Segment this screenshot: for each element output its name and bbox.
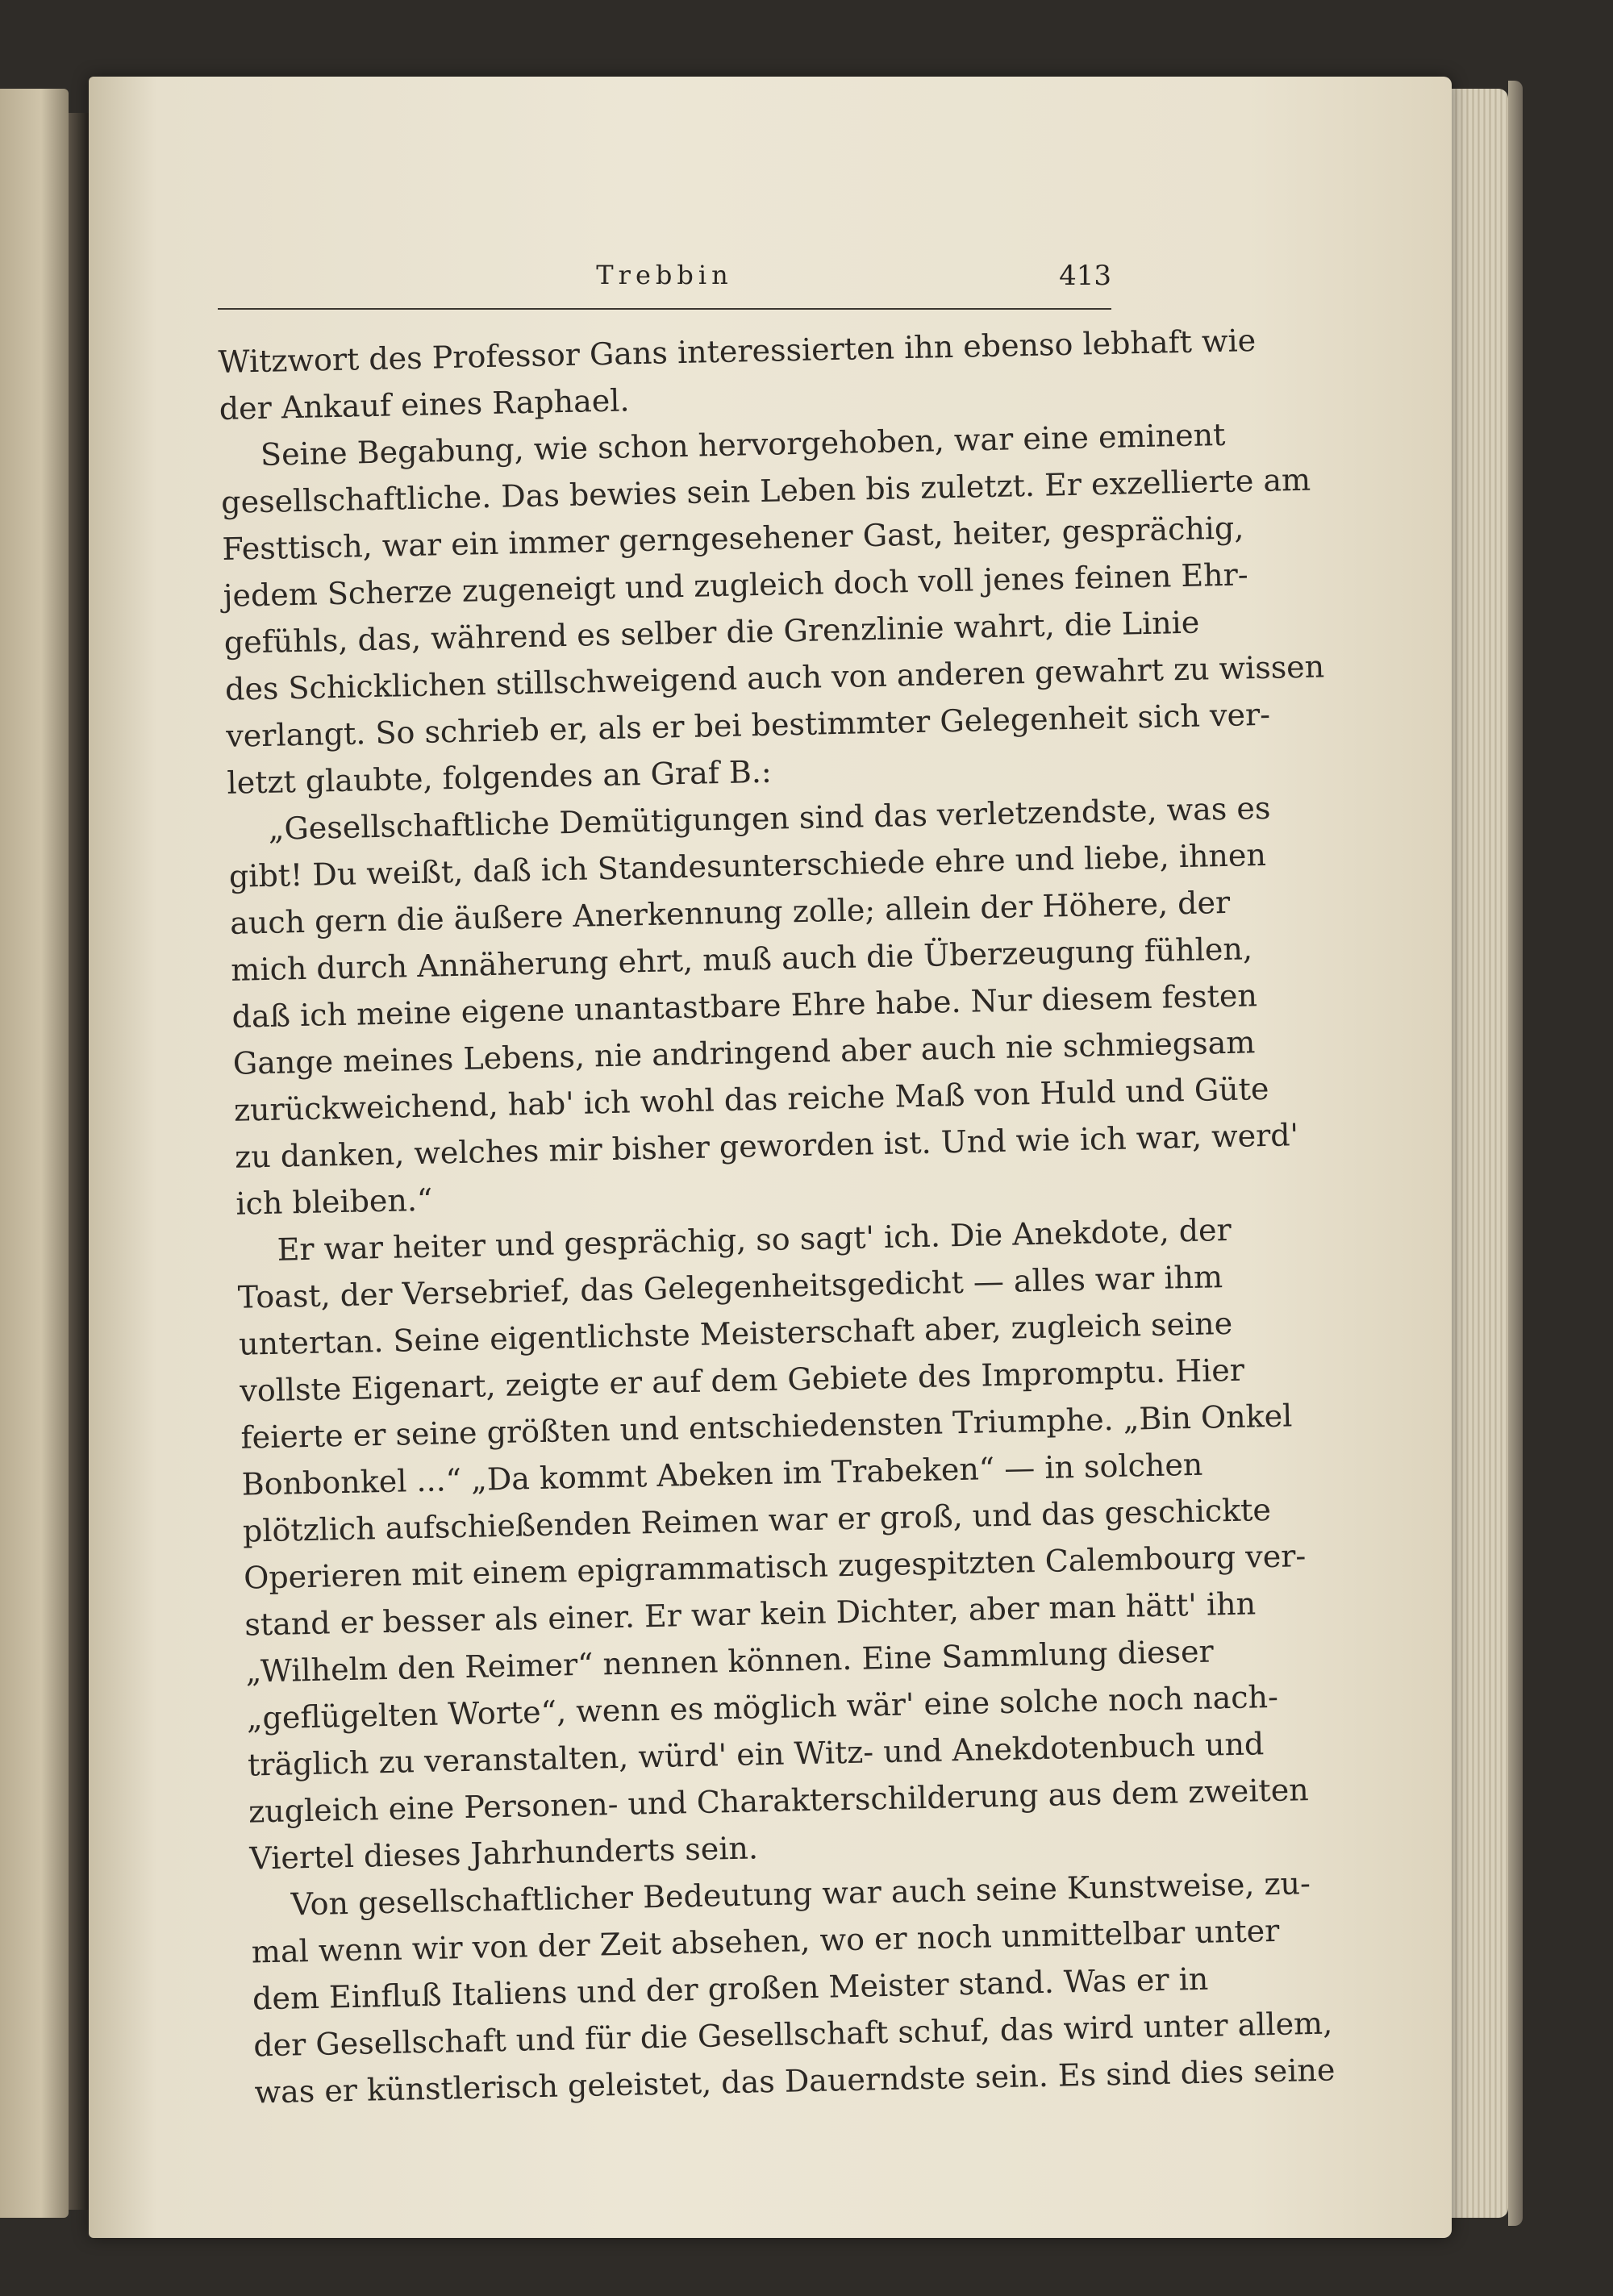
text-line: ich bleiben.“: [235, 1181, 433, 1222]
text-line: jedem Scherze zugeneigt und zugleich doch voll jenes feinen Ehr-: [223, 556, 1249, 614]
text-line: zu danken, welches mir bisher geworden ist. Und wie ich war, werd': [234, 1117, 1299, 1175]
text-line: Gange meines Lebens, nie andringend aber auch nie schmiegsam: [232, 1024, 1256, 1081]
text-line: träglich zu veranstalten, würd' ein Witz- und Anekdotenbuch und: [247, 1726, 1265, 1783]
text-line: Seine Begabung, wie schon hervorgehoben, war eine eminent: [260, 416, 1226, 473]
text-line: feierte er seine größten und entschiedensten Triumphe. „Bin Onkel: [240, 1398, 1293, 1456]
text-line: was er künstlerisch geleistet, das Dauerndste sein. Es sind dies seine: [254, 2052, 1336, 2111]
text-line: letzt glaubte, folgendes an Graf B.:: [227, 753, 773, 801]
text-line: vollste Eigenart, zeigte er auf dem Gebiete des Impromptu. Hier: [239, 1352, 1245, 1409]
text-line: der Gesellschaft und für die Gesellschaft schuf, das wird unter allem,: [252, 2005, 1333, 2064]
text-line: „Wilhelm den Reimer“ nennen können. Eine Sammlung dieser: [245, 1633, 1215, 1690]
text-line: der Ankauf eines Raphael.: [219, 382, 630, 427]
text-line: plötzlich aufschießenden Reimen war er groß, und das geschickte: [242, 1491, 1272, 1549]
text-line: dem Einfluß Italiens und der großen Meister stand. Was er in: [252, 1961, 1209, 2017]
text-line: Von gesellschaftlicher Bedeutung war auch seine Kunstweise, zu-: [290, 1865, 1311, 1923]
book-gutter: [69, 113, 89, 2210]
text-line: zurückweichend, hab' ich wohl das reiche Maß von Huld und Güte: [233, 1070, 1269, 1128]
running-title: Trebbin: [596, 260, 733, 290]
text-line: gefühls, das, während es selber die Grenzlinie wahrt, die Linie: [223, 604, 1200, 660]
running-header: [218, 252, 1111, 310]
text-line: gibt! Du weißt, daß ich Standesunterschiede ehre und liebe, ihnen: [228, 836, 1267, 894]
text-line: stand er besser als einer. Er war kein Dichter, aber man hätt' ihn: [244, 1586, 1257, 1643]
text-line: Viertel dieses Jahrhunderts sein.: [249, 1830, 759, 1877]
book-cover-edge: [1508, 81, 1523, 2226]
text-line: „Gesellschaftliche Demütigungen sind das verletzendste, was es: [268, 790, 1271, 847]
text-line: Festtisch, war ein immer gerngesehener Gast, heiter, gesprächig,: [222, 510, 1244, 567]
text-line: Toast, der Versebrief, das Gelegenheitsgedicht — alles war ihm: [237, 1259, 1223, 1315]
text-line: Witzwort des Professor Gans interessierten ihn ebenso lebhaft wie: [218, 323, 1257, 380]
text-line: Er war heiter und gesprächig, so sagt' ich. Die Anekdote, der: [277, 1211, 1232, 1268]
previous-page-edge: [0, 89, 69, 2218]
text-line: untertan. Seine eigentlichste Meisterschaft aber, zugleich seine: [238, 1305, 1233, 1362]
text-line: des Schicklichen stillschweigend auch von anderen gewahrt zu wissen: [224, 648, 1325, 707]
text-line: mal wenn wir von der Zeit absehen, wo er noch unmittelbar unter: [251, 1912, 1280, 1970]
text-line: zugleich eine Personen- und Charakterschilderung aus dem zweiten: [248, 1772, 1310, 1830]
text-line: Bonbonkel ...“ „Da kommt Abeken im Trabeken“ — in solchen: [241, 1446, 1203, 1502]
text-line: „geflügelten Worte“, wenn es möglich wär' eine solche noch nach-: [246, 1678, 1279, 1736]
page-stack-edges: [1452, 89, 1508, 2218]
body-text: [218, 320, 1336, 2116]
text-line: gesellschaftliche. Das bewies sein Leben bis zuletzt. Er exzellierte am: [220, 461, 1311, 520]
text-line: auch gern die äußere Anerkennung zolle; allein der Höhere, der: [229, 884, 1231, 941]
text-line: daß ich meine eigene unantastbare Ehre habe. Nur diesem festen: [231, 977, 1258, 1035]
text-line: Operieren mit einem epigrammatisch zugespitzten Calembourg ver-: [243, 1538, 1307, 1596]
text-line: verlangt. So schrieb er, als er bei bestimmter Gelegenheit sich ver-: [225, 696, 1271, 754]
text-line: mich durch Annäherung ehrt, muß auch die Überzeugung fühlen,: [230, 931, 1253, 988]
page-number: 413: [1059, 260, 1111, 292]
